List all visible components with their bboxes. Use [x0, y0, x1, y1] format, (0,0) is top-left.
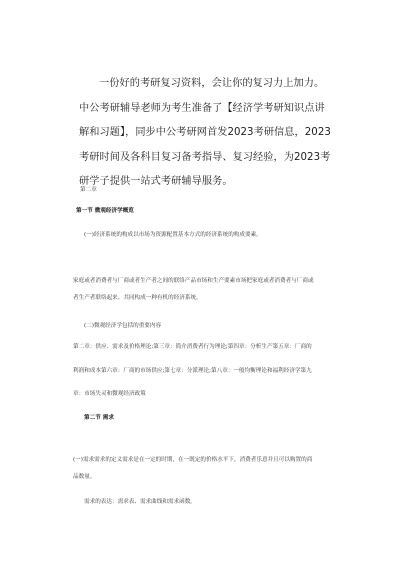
- intro-paragraph: 一份好的考研复习资料，会让你的复习力上加力。中公考研辅导老师为考生准备了【经济学考研知识点讲解和习题】，同步中公考研网首发2023考研信息，2023考研时间及各科目复习备考指导、复习经验，为2023考研学子提供一站式考研辅导服务。: [79, 78, 331, 187]
- paragraph-4-line-1: 第二章：供应、需求及价格理论;第三章：简介消费者行为理论;第四章：分析生产第五章：厂商的: [73, 344, 312, 350]
- paragraph-1: (一)经济系统的构成以市场为资源配置基本方式的经济系统的构成要素。: [84, 232, 262, 238]
- paragraph-3: (二)微观经济学包括的重要内容: [84, 323, 162, 329]
- paragraph-4-line-2: 利润和成本第六章：厂商的市场供应;第七章：分派理论;第八章：一般均衡理论和福利经济学第九: [73, 368, 312, 374]
- paragraph-6: 需求的表达：需求表、需求曲线和需求函数。: [84, 499, 196, 505]
- paragraph-4-line-3: 章：市场失灵和微观经济政策: [73, 391, 146, 397]
- section-heading-1: 第一节 微观经济学概览: [76, 208, 134, 214]
- paragraph-2-line-1: 家庭或者消费者与厂商或者生产者之间的联络产品市场和生产要素市场把家庭或者消费者与厂商或: [73, 278, 314, 284]
- section-heading-2: 第二节 需求: [84, 415, 114, 421]
- paragraph-5-line-1: (一)需求需求的定义需求是在一定的时期，在一既定的价格水平下，消费者乐意并且可以购置的商: [73, 457, 313, 463]
- paragraph-5-line-2: 品数量。: [73, 474, 96, 480]
- paragraph-2-line-2: 者生产者联络起来。共同构成一种有机的经济系统。: [73, 295, 202, 301]
- chapter-heading: 第二章: [80, 187, 97, 193]
